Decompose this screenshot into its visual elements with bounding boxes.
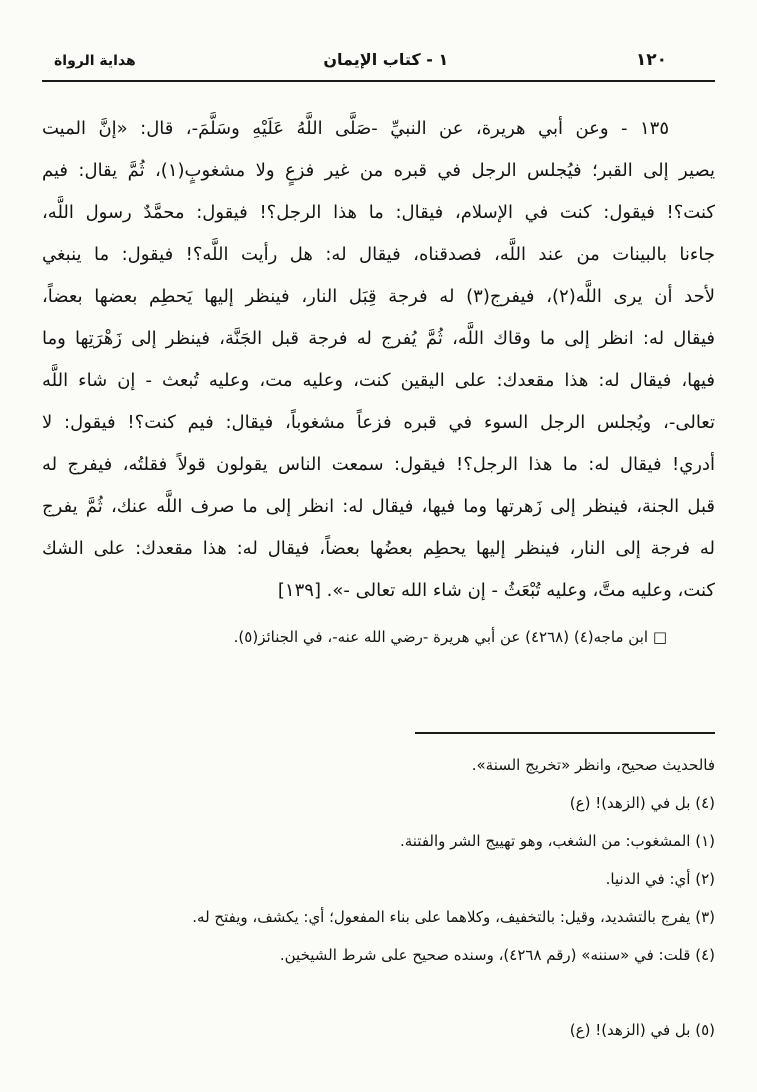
- hadith-line: لأحد أن يرى اللَّه(٢)، فيفرج(٣) له فرجة قِبَل النار، فينظر إليها يَحطِم بعضها بعضاً،: [42, 286, 715, 307]
- footnote: (١) المشغوب: من الشغب، وهو تهييج الشر والفتنة.: [399, 832, 715, 850]
- hadith-body: [42, 108, 715, 650]
- hadith-line: أدري! فيقال له: ما هذا الرجل؟! فيقول: سمعت الناس يقولون قولاً فقلتُه، فيفرج له: [42, 454, 715, 475]
- hadith-line: جاءنا بالبينات من عند اللَّه، فصدقناه، فيقال له: هل رأيت اللَّه؟! فيقول: ما ينبغي: [42, 244, 715, 265]
- footnote: (٢) أي: في الدنيا.: [605, 870, 715, 888]
- hadith-line: كنت، وعليه متَّ، وعليه تُبْعَثُ - إن شاء الله تعالى -». [١٣٩]: [277, 580, 715, 601]
- footnote: (٣) يفرج بالتشديد، وقيل: بالتخفيف، وكلاهما على بناء المفعول؛ أي: يكشف، ويفتح له.: [192, 908, 715, 926]
- hadith-line: يصير إلى القبر؛ فيُجلس الرجل في قبره من غير فزعٍ ولا مشغوبٍ(١)، ثُمَّ يقال: فيم: [42, 160, 715, 181]
- footnote: (٥) بل في (الزهد)! (ع): [569, 1021, 715, 1039]
- footnote: فالحديث صحيح، وانظر «تخريج السنة».: [471, 756, 715, 774]
- hadith-line: ١٣٥ - وعن أبي هريرة، عن النبيِّ -صَلَّى اللَّهُ عَلَيْهِ وسَلَّمَ-، قال: «إنَّ الميت: [42, 118, 669, 139]
- hadith-line: قبل الجنة، فينظر إلى زَهرتها وما فيها، فيقال له: انظر إلى ما صرف اللَّه عنك، ثُمَّ يفرج: [42, 496, 715, 517]
- footnote: (٤) بل في (الزهد)! (ع): [569, 794, 715, 812]
- hadith-attribution: □ ابن ماجه(٤) (٤٢٦٨) عن أبي هريرة -رضي الله عنه-، في الجنائز(٥).: [233, 628, 667, 646]
- header-chapter-title: ١ - كتاب الإيمان: [323, 50, 449, 69]
- hadith-line: فيقال له: انظر إلى ما وقاك اللَّه، ثُمَّ يُفرج له فرجة قبل الجَنَّة، فينظر إلى زَهْرَتِها وما: [42, 328, 715, 349]
- hadith-line: فيها، فيقال له: هذا مقعدك: على اليقين كنت، وعليه مت، وعليه تُبعث - إن شاء اللَّه: [42, 370, 715, 391]
- hadith-line: تعالى-، ويُجلس الرجل السوء في قبره فزعاً مشغوباً، فيقال: فيم كنت؟! فيقول: لا: [42, 412, 715, 433]
- footnotes-section: [42, 746, 715, 1049]
- hadith-line: له فرجة إلى النار، فينظر إليها يحطِم بعضُها بعضاً، فيقال له: هذا مقعدك: على الشك: [42, 538, 715, 559]
- footnote-separator: [415, 732, 715, 734]
- header-page-number: ١٢٠: [635, 50, 667, 70]
- page-header: [42, 50, 715, 70]
- header-book-title: هداية الرواة: [54, 53, 136, 69]
- header-rule: [42, 80, 715, 82]
- footnote: (٤) قلت: في «سننه» (رقم ٤٢٦٨)، وسنده صحيح على شرط الشيخين.: [279, 946, 715, 964]
- hadith-line: كنت؟! فيقول: كنت في الإسلام، فيقال: ما هذا الرجل؟! فيقول: محمَّدٌ رسول اللَّه،: [42, 202, 715, 223]
